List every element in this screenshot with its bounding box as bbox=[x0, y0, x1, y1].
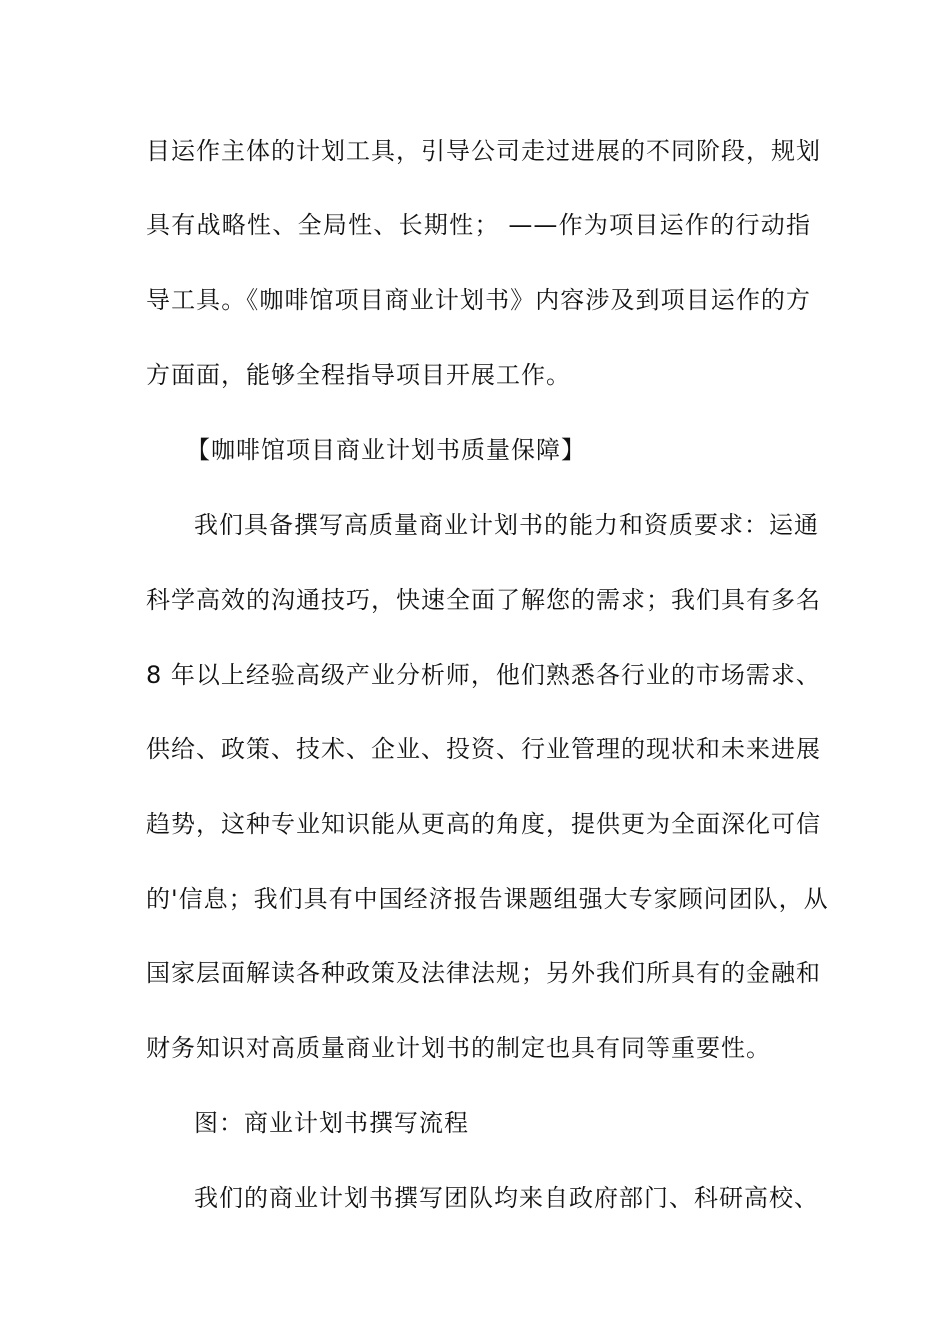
intro-line-2: 具有战略性、全局性、长期性； ——作为项目运作的行动指 bbox=[146, 211, 811, 239]
quality-line-7: 国家层面解读各种政策及法律法规；另外我们所具有的金融和 bbox=[146, 959, 821, 987]
team-line-1: 我们的商业计划书撰写团队均来自政府部门、科研高校、 bbox=[194, 1184, 819, 1212]
intro-line-3: 导工具。《咖啡馆项目商业计划书》内容涉及到项目运作的方 bbox=[146, 286, 811, 314]
figure-caption: 图：商业计划书撰写流程 bbox=[194, 1109, 469, 1137]
section-heading: 【咖啡馆项目商业计划书质量保障】 bbox=[186, 436, 586, 464]
quality-line-1: 我们具备撰写高质量商业计划书的能力和资质要求：运通 bbox=[194, 511, 819, 539]
quality-line-3: 8 年以上经验高级产业分析师，他们熟悉各行业的市场需求、 bbox=[146, 661, 821, 689]
intro-line-4: 方面面，能够全程指导项目开展工作。 bbox=[146, 361, 571, 389]
intro-line-1: 目运作主体的计划工具，引导公司走过进展的不同阶段，规划 bbox=[146, 137, 821, 165]
quality-line-2: 科学高效的沟通技巧，快速全面了解您的需求；我们具有多名 bbox=[146, 586, 821, 614]
quality-line-6: 的'信息；我们具有中国经济报告课题组强大专家顾问团队，从 bbox=[146, 885, 829, 913]
quality-line-5: 趋势，这种专业知识能从更高的角度，提供更为全面深化可信 bbox=[146, 810, 821, 838]
quality-line-8: 财务知识对高质量商业计划书的制定也具有同等重要性。 bbox=[146, 1034, 771, 1062]
quality-line-4: 供给、政策、技术、企业、投资、行业管理的现状和未来进展 bbox=[146, 735, 821, 763]
